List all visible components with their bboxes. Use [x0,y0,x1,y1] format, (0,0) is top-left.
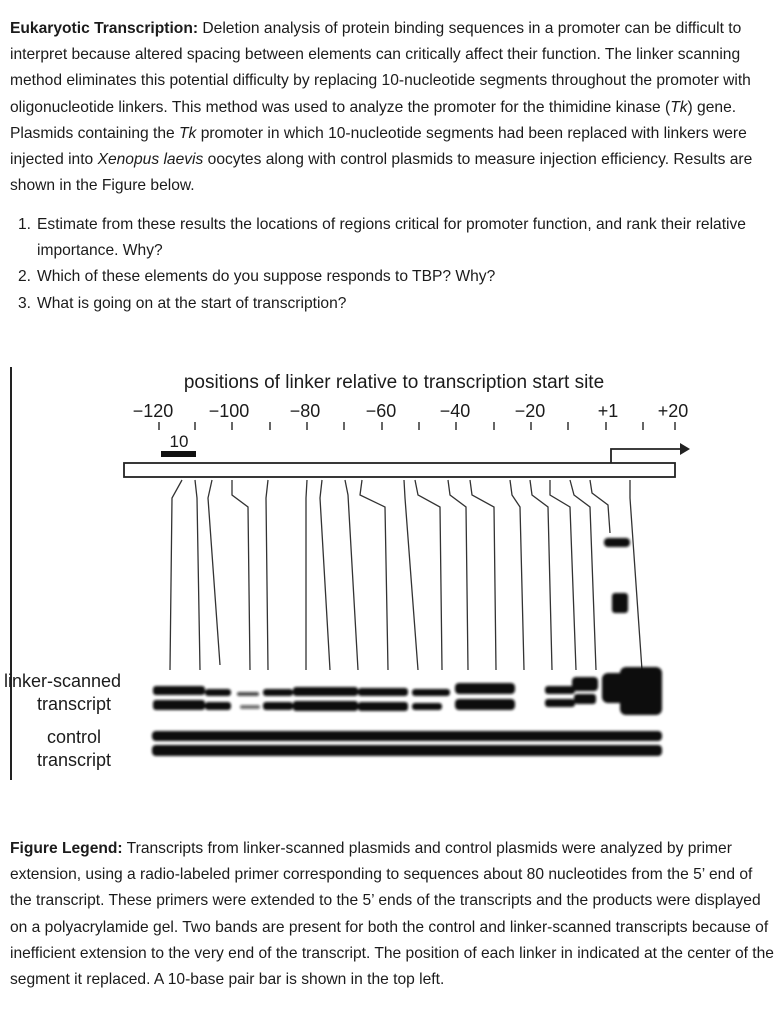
axis-labels [133,401,689,421]
intro-heading: Eukaryotic Transcription: [10,20,199,37]
axis-label: −60 [365,401,397,421]
band-label-control: transcript [36,750,112,770]
legend-heading: Figure Legend: [10,840,123,857]
legend-text: Transcripts from linker-scanned plasmids and control plasmids were analyzed by primer extension, using a radio-labeled primer corresponding to sequences about 80 nucleotides from the 5’ end of the transcript. These primers were extended to the 5’ ends of the transcripts and the products were displayed on a polyacrylamide gel. Two bands are present for both the control and linker-scanned transcripts because of inefficient extension to the very end of the transcript. The position of each linker in indicated at the center of the segment it replaced. A 10-base pair bar is shown in the top left. [10,840,774,989]
axis-label: −100 [208,401,250,421]
tk-gene-1: Tk [670,98,688,116]
lane-connector-lines [170,480,642,670]
band-label-linker: linker-scanned [4,671,122,691]
intro-text-4: oocytes along with control plasmids to measure injection efficiency. Results are shown in the Figure below. [10,151,753,195]
question-text: What is going on at the start of transcription? [37,294,347,312]
promoter-bar [124,463,675,477]
band-labels [4,671,121,770]
band-label-control: control [46,727,102,747]
axis-ticks [159,422,675,430]
question-item [18,291,778,317]
axis-label: −120 [132,401,174,421]
question-text: Which of these elements do you suppose responds to TBP? Why? [37,268,496,286]
arrow-head-icon [680,443,690,455]
question-item [18,264,778,290]
scale-bar-label: 10 [169,432,189,451]
transcription-start-arrow [611,449,680,463]
axis-label: −40 [439,401,471,421]
axis-label: −80 [289,401,321,421]
question-number: 1. [18,216,32,233]
figure-title: positions of linker relative to transcription start site [183,372,605,393]
intro-text-3: promoter in which 10-nucleotide segments had been replaced with linkers were injected into [10,124,747,169]
question-list [18,212,778,317]
axis-label: +1 [597,401,619,421]
scale-bar [161,451,196,457]
intro-paragraph [10,16,778,199]
species-name: Xenopus laevis [97,151,204,169]
axis-label: −20 [514,401,546,421]
intro-text-1: Deletion analysis of protein binding sequences in a promoter can be difficult to interpret because altered spacing between elements can critically affect their function. The linker scanning method eliminates this potential difficulty by replacing 10-nucleotide segments throughout the promoter with oligonucleotide linkers. This method was used to analyze the promoter for the thimidine kinase ( [10,20,751,116]
question-number: 3. [18,294,32,312]
gel-bands [152,538,662,756]
question-text: Estimate from these results the locations of regions critical for promoter function, and rank their relative importance. Why? [37,216,746,260]
intro-text-2: ) gene. Plasmids containing the [10,98,737,142]
linker-scan-figure [0,355,784,795]
figure-legend [10,836,778,993]
question-item [18,212,778,264]
axis-label: +20 [657,401,689,421]
band-label-linker: transcript [36,694,112,714]
tk-gene-2: Tk [179,124,197,142]
question-number: 2. [18,268,32,286]
